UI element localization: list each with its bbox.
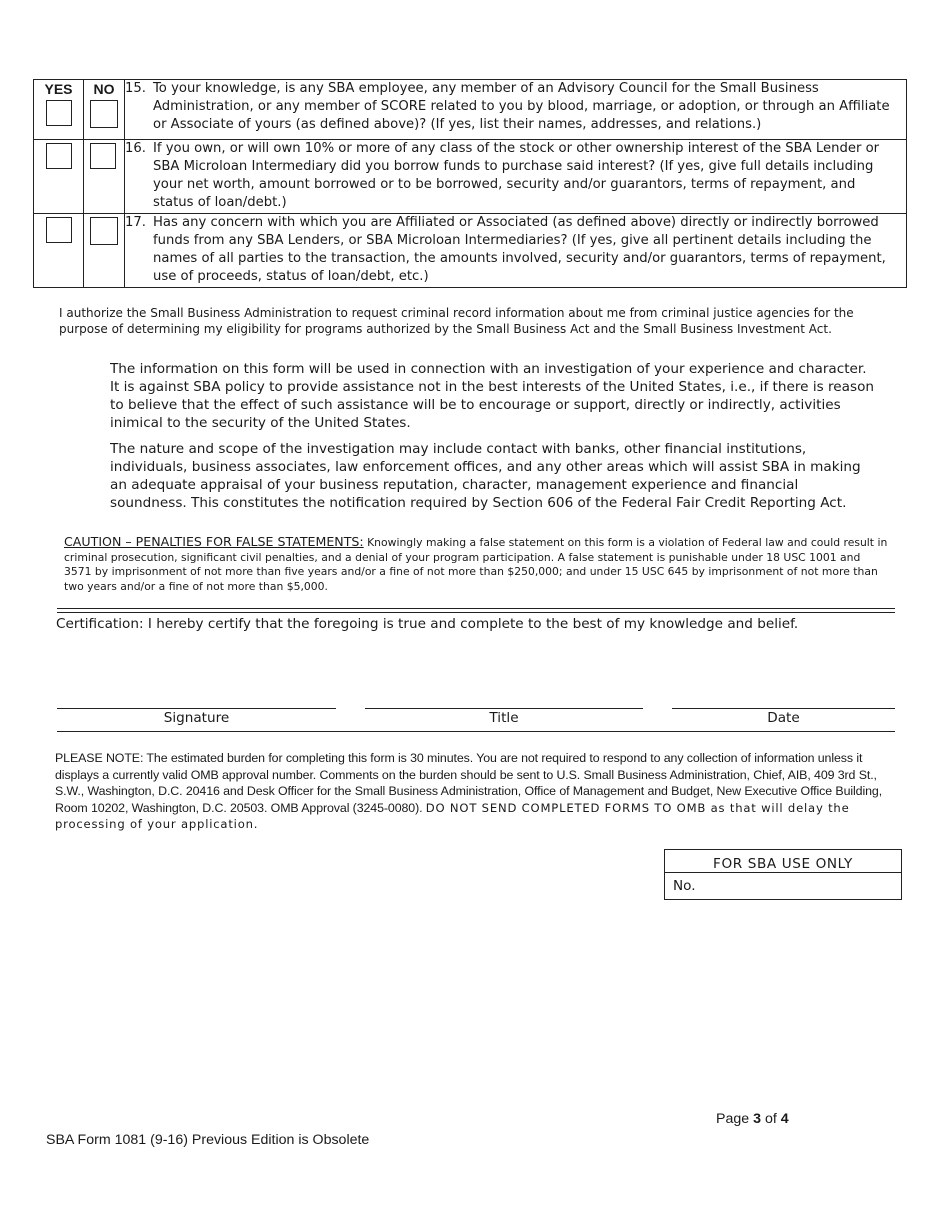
please-note-caps: DO NOT SEND COMPLETED FORMS TO OMB as that will delay the processing of your application.	[55, 800, 850, 831]
please-note	[55, 750, 890, 833]
question-number: 17.	[125, 215, 146, 230]
question-16	[125, 140, 906, 213]
q15-no-checkbox[interactable]	[90, 100, 118, 128]
q15-yes-checkbox[interactable]	[46, 100, 72, 126]
signature-bottom-rule	[57, 731, 895, 732]
divider-bottom	[57, 612, 895, 613]
yes-header: YES	[44, 81, 73, 97]
caution-text: Knowingly making a false statement on this form is a violation of Federal law and could result in criminal prosecution, significant civil penalties, and a denial of your program participation. A false statement is punishable under 18 USC 1001 and 3571 by imprisonment of not more than five years and/or a fine of not more than $250,000; and under 15 USC 645 by imprisonment of not more than two years and/or a fine of not more than $5,000.	[64, 536, 888, 593]
question-number: 16.	[125, 141, 146, 156]
authorization-statement: I authorize the Small Business Administration to request criminal record information about me from criminal justice agencies for the purpose of determining my eligibility for programs authorized by the Small Business Act and the Small Business Investment Act.	[59, 306, 854, 336]
q16-yes-checkbox[interactable]	[46, 143, 72, 169]
divider-top	[57, 608, 895, 609]
title-label: Title	[489, 710, 519, 726]
question-number: 15.	[125, 81, 146, 96]
question-17	[125, 214, 906, 287]
q17-no-checkbox[interactable]	[90, 217, 118, 245]
q16-no-checkbox[interactable]	[90, 143, 116, 169]
certification-statement: Certification: I hereby certify that the foregoing is true and complete to the best of my knowledge and belief.	[56, 616, 799, 632]
q17-yes-checkbox[interactable]	[46, 217, 72, 243]
sba-use-number-label: No.	[673, 878, 696, 894]
question-text: To your knowledge, is any SBA employee, any member of an Advisory Council for the Small Business Administration, or any member of SCORE related to you by blood, marriage, or adoption, or through an Affiliate or Associate of yours (as defined above)? (If yes, list their names, addresses, and relations.)	[153, 81, 890, 132]
question-15	[125, 80, 906, 135]
info-paragraph-2: The nature and scope of the investigation may include contact with banks, other financial institutions, individuals, business associates, law enforcement offices, and any other areas which will assist SBA in making an adequate appraisal of your business reputation, character, management experience and financial soundness. This constitutes the notification required by Section 606 of the Federal Fair Credit Reporting Act.	[110, 441, 861, 511]
caution-block	[64, 535, 888, 594]
signature-label: Signature	[163, 710, 230, 726]
sba-use-box	[664, 849, 902, 900]
sba-use-title: FOR SBA USE ONLY	[665, 850, 901, 873]
question-row-17	[34, 214, 907, 288]
questions-table	[33, 79, 907, 288]
info-paragraph-1: The information on this form will be used in connection with an investigation of your experience and character. It is against SBA policy to provide assistance not in the best interests of the United States, i.e., if there is reason to believe that the effect of such assistance will be to encourage or support, directly or indirectly, activities inimical to the security of the United States.	[110, 361, 875, 431]
question-text: If you own, or will own 10% or more of any class of the stock or other ownership interest of the SBA Lender or SBA Microloan Intermediary did you borrow funds to purchase said interest? (If yes, give full details including your net worth, amount borrowed or to be borrowed, security and/or guarantors, terms of repayment, and status of loan/debt.)	[153, 141, 880, 210]
no-header: NO	[93, 81, 115, 97]
question-row-16	[34, 140, 907, 214]
form-footer: SBA Form 1081 (9-16) Previous Edition is Obsolete	[46, 1132, 370, 1148]
question-text: Has any concern with which you are Affiliated or Associated (as defined above) directly or indirectly borrowed funds from any SBA Lenders, or SBA Microloan Intermediaries? (If yes, give all pertinent details including the names of all parties to the transaction, the amounts involved, security and/or guarantors, terms of repayment, use of proceeds, status of loan/debt, etc.)	[153, 215, 886, 284]
caution-heading: CAUTION – PENALTIES FOR FALSE STATEMENTS:	[64, 534, 364, 549]
question-row-15	[34, 80, 907, 140]
date-label: Date	[767, 710, 800, 726]
please-note-text: PLEASE NOTE: The estimated burden for completing this form is 30 minutes. You are not required to respond to any collection of information unless it displays a currently valid OMB approval number. Comments on the burden should be sent to U.S. Small Business Administration, Chief, AIB, 409 3rd St., S.W., Washington, D.C. 20416 and Desk Officer for the Small Business Administration, Office of Management and Budget, New Executive Office Building, Room 10202, Washington, D.C. 20503. OMB Approval (3245-0080).	[55, 751, 883, 815]
page-number: Page 3 of 4	[716, 1111, 789, 1127]
